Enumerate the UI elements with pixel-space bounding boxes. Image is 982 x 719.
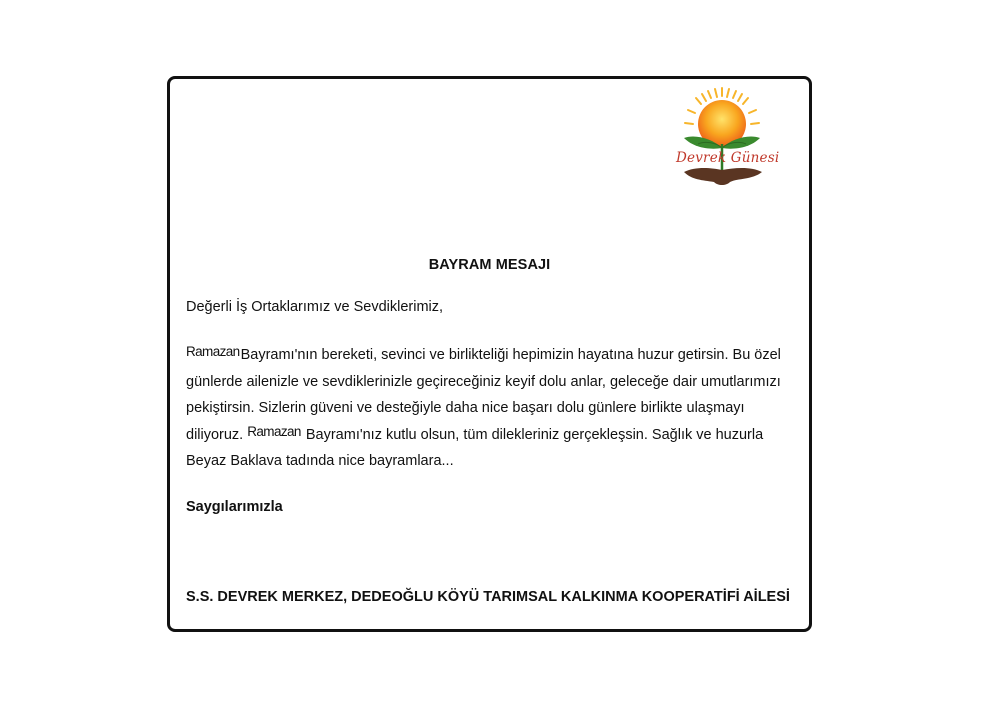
message-body	[186, 342, 800, 475]
highlight-word-2: Ramazan	[247, 423, 301, 439]
greeting-text: Değerli İş Ortaklarımız ve Sevdiklerimiz,	[186, 299, 444, 315]
page-title: BAYRAM MESAJI	[428, 257, 551, 273]
body-line-1-text: Bayramı'nın bereketi, sevinci ve birlikteliği hepimizin hayatına huzur getirsin. Bu özel	[240, 347, 781, 363]
highlight-word: Ramazan	[186, 344, 240, 359]
sun-sprout-logo-icon	[672, 86, 780, 190]
body-line-2: günlerde ailenizle ve sevdiklerinizle geçireceğiniz keyif dolu anlar, geleceğe dair umutlarımızı	[186, 373, 781, 390]
body-line-5: Beyaz Baklava tadında nice bayramlara...	[186, 453, 454, 469]
signature-text: S.S. DEVREK MERKEZ, DEDEOĞLU KÖYÜ TARIMSAL KALKINMA KOOPERATİFİ AİLESİ	[186, 589, 790, 605]
body-line-4-start: diliyoruz.	[186, 426, 244, 443]
body-line-1	[186, 342, 800, 369]
body-line-4	[186, 422, 800, 449]
closing-text: Saygılarımızla	[186, 499, 283, 515]
body-line-4-text: Bayramı'nız kutlu olsun, tüm dilekleriniz gerçekleşsin. Sağlık ve huzurla	[305, 426, 764, 443]
logo-wordmark: Devrek Günesi	[676, 150, 780, 166]
body-line-3: pekiştirsin. Sizlerin güveni ve desteğiyle daha nice başarı dolu günlere birlikte ulaşmayı	[186, 400, 745, 416]
